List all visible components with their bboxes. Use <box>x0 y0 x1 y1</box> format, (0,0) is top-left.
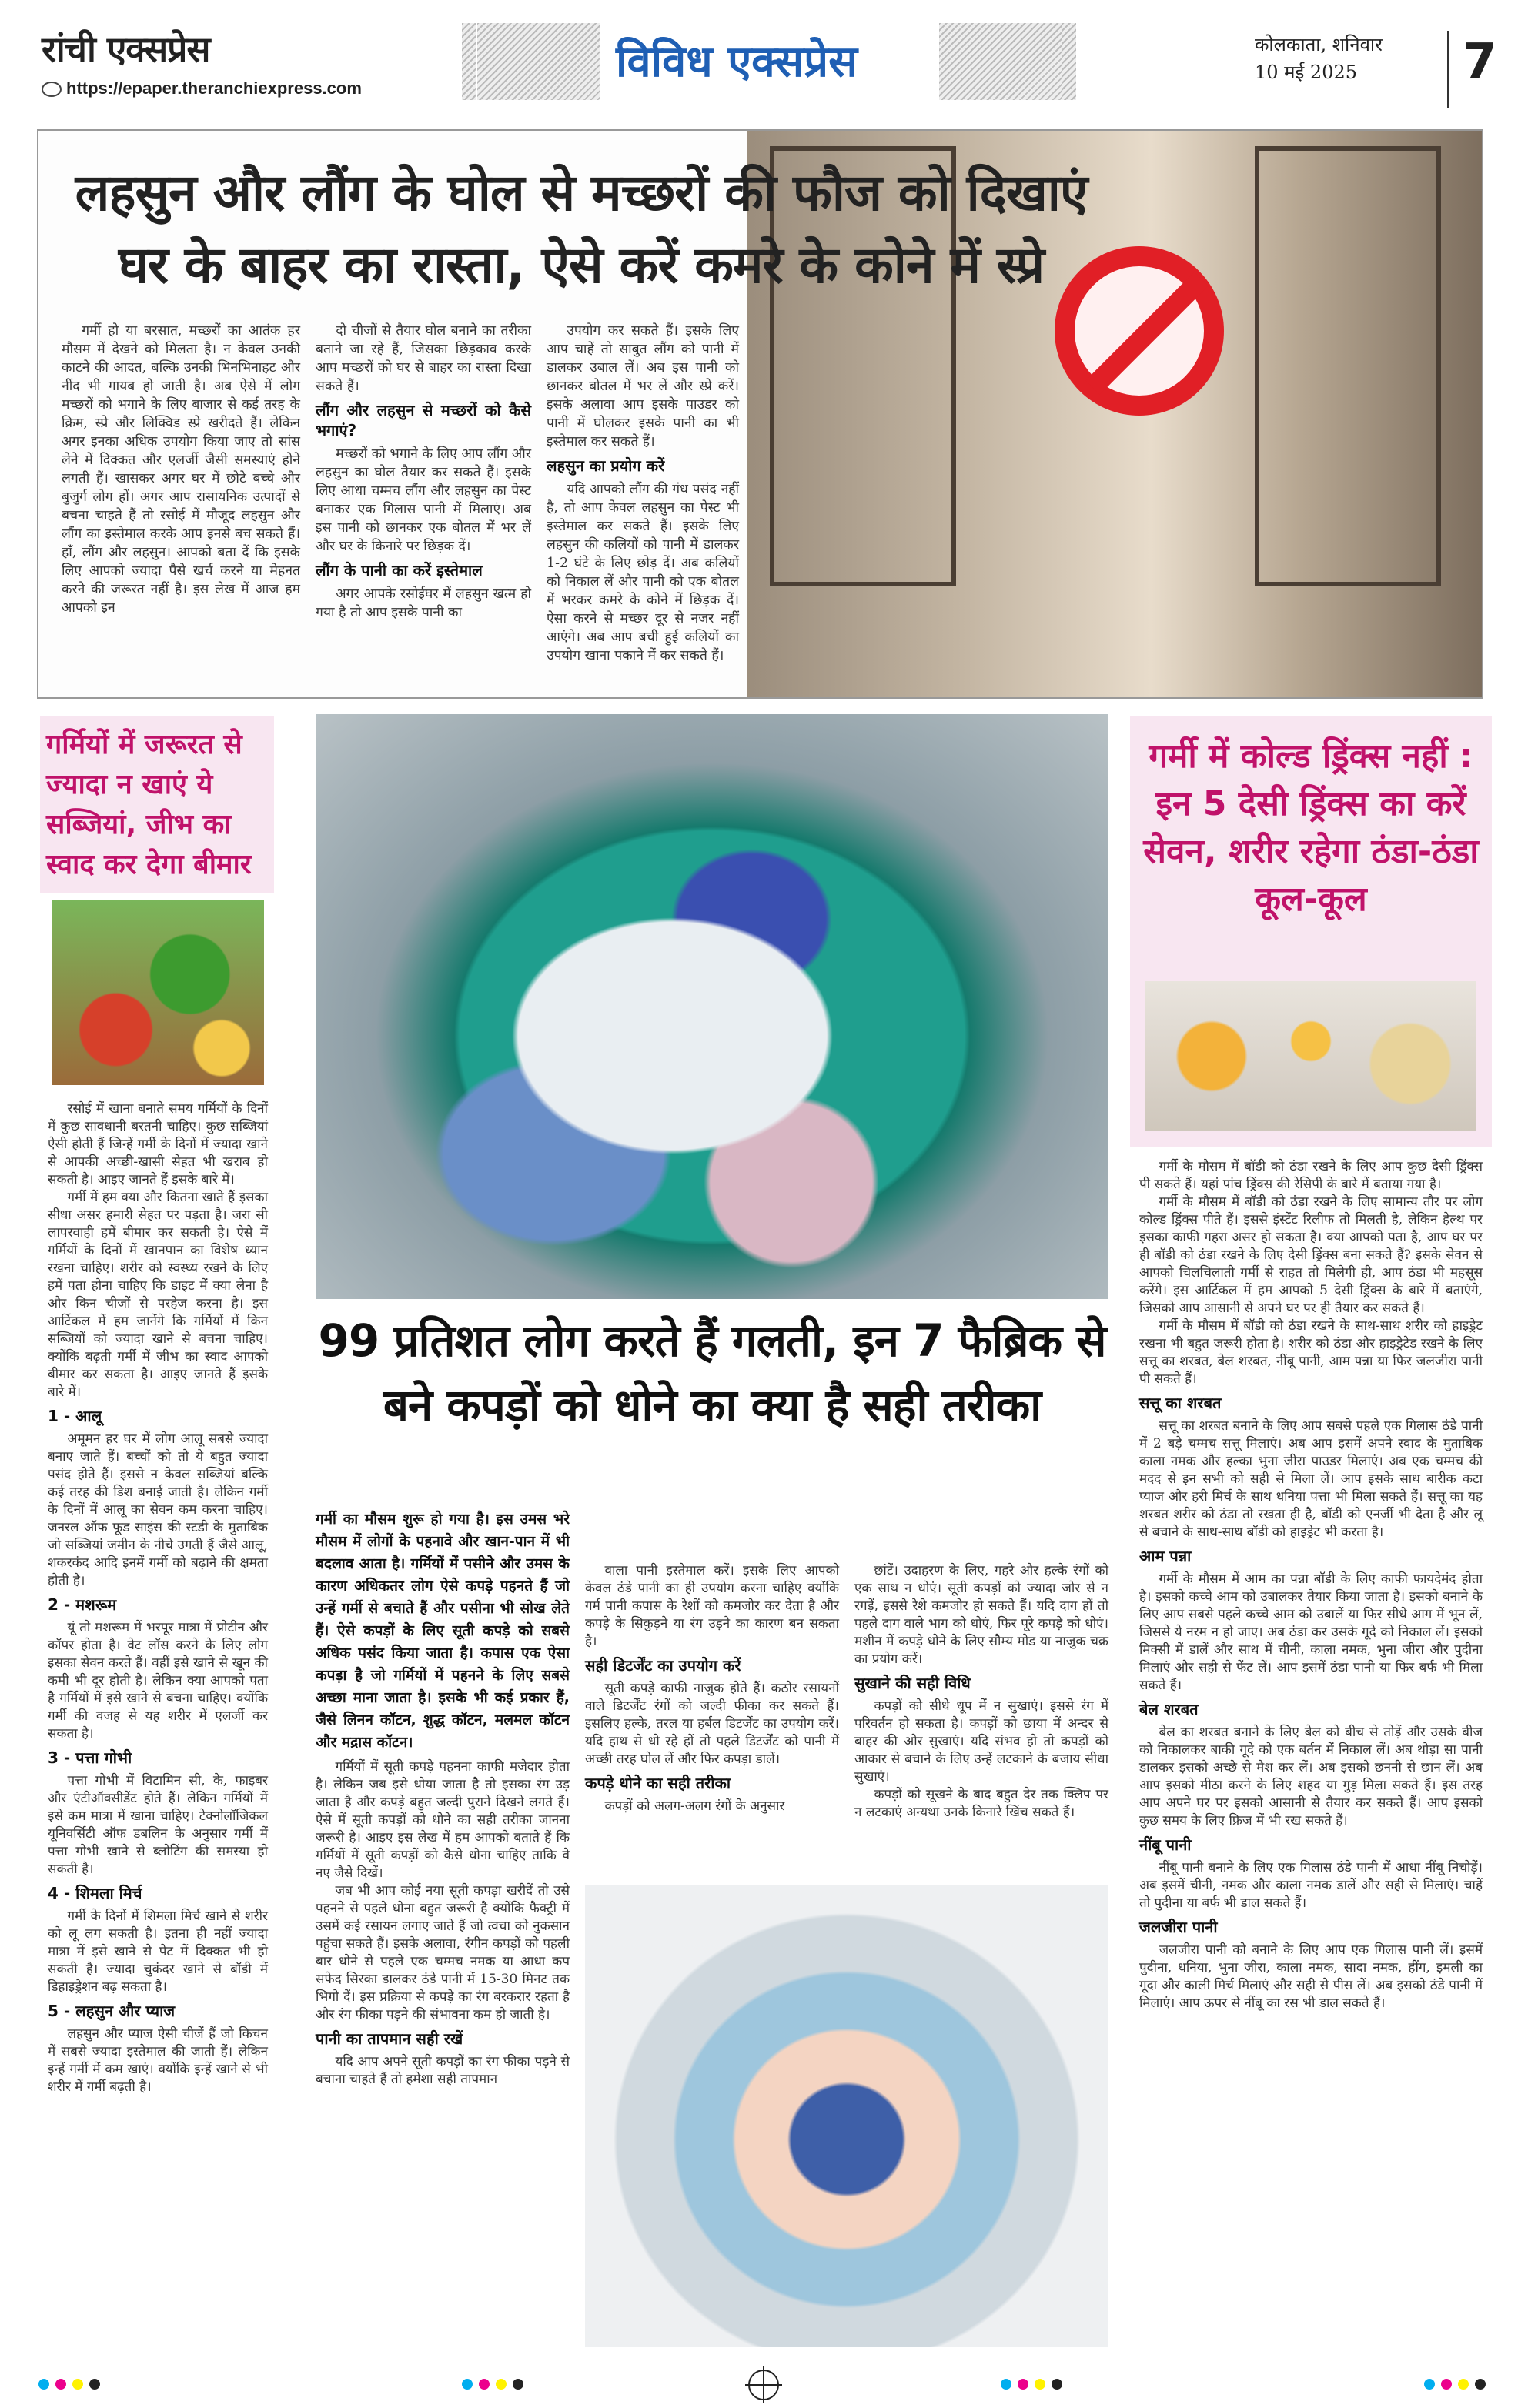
black-dot <box>513 2379 523 2390</box>
mid-col3-subhead: सुखाने की सही विधि <box>854 1674 971 1692</box>
mid-col1-subhead: पानी का तापमान सही रखें <box>316 2029 463 2048</box>
left-intro: रसोई में खाना बनाते समय गर्मियों के दिनों में कुछ सावधानी बरतनी चाहिए। कुछ सब्जियां ऐसी होती हैं जिन्हें गर्मी के दिनों में ज्यादा खाने से आपकी अच्छी-खासी सेहत भी खराब हो सकती है। आइए जानते हैं इसके बारे में। <box>48 1101 268 1187</box>
black-dot <box>89 2379 100 2390</box>
hand-washing-bowl-photo <box>585 1885 1108 2347</box>
right-story-header-panel <box>1130 716 1492 1147</box>
desi-drinks-photo <box>1145 981 1476 1131</box>
mid-col2-subhead-2: कपड़े धोने का सही तरीका <box>585 1774 731 1792</box>
mid-col3-text-2: कपड़ों को सीधे धूप में न सुखाएं। इससे रंग में परिवर्तन हो सकता है। कपड़ों को छाया में अन्दर से बाहर की ओर सुखाएं। यदि संभव हो तो कपड़ों को आकार से बचाने के लिए उन्हें लटकाने के बजाय सीधा सुखाएं। <box>854 1698 1108 1785</box>
mid-intro-bold: गर्मी का मौसम शुरू हो गया है। इस उमस भरे मौसम में लोगों के पहनावे और खान-पान में भी बदलाव आता है। गर्मियों में पसीने और उमस के कारण अधिकतर लोग ऐसे कपड़े पहनते हैं जो उन्हें गर्मी से बचाते हैं और पसीना भी सोख लेते हैं। ऐसे कपड़ों के लिए सूती कपड़े को सबसे अधिक पसंद किया जाता है। कपास एक ऐसा कपड़ा है जो गर्मियों में पहनने के लिए सबसे अच्छा माना जाता है। इसके भी कई प्रकार हैं, जैसे लिनन कॉटन, शुद्ध कॉटन, मलमल कॉटन और मद्रास कॉटन। <box>316 1511 570 1751</box>
right-para-3: गर्मी के मौसम में बॉडी को ठंडा रखने के साथ-साथ शरीर को हाइड्रेट रखना भी बहुत जरूरी होता है। शरीर को ठंडा और हाइड्रेटेड रखने के लिए सत्तू का शरबत, बेल शरबत, नींबू पानी, आम पन्ना या फिर जलजीरा पानी पी सकते हैं। <box>1139 1318 1483 1387</box>
top-story-col-1 <box>62 322 300 617</box>
laundry-bucket-photo <box>316 714 1108 1299</box>
left-subhead-1: 1 - आलू <box>48 1407 102 1425</box>
top-headline-line2: घर के बाहर का रास्ता, ऐसे करें कमरे के कोने में स्प्रे <box>118 235 1045 295</box>
left-story <box>40 716 274 2351</box>
cyan-dot <box>38 2379 49 2390</box>
top-headline-line1: लहसुन और लौंग के घोल से मच्छरों की फौज को दिखाएं <box>75 163 1088 222</box>
dateline-city-day: कोलकाता, शनिवार <box>1255 34 1383 55</box>
right-subhead-3: बेल शरबत <box>1139 1700 1199 1718</box>
right-subhead-5: जलजीरा पानी <box>1139 1918 1218 1936</box>
window-pane <box>1255 146 1441 586</box>
top-col2-text-3: अगर आपके रसोईघर में लहसुन खत्म हो गया है तो आप इसके पानी का <box>316 586 531 620</box>
cyan-dot <box>462 2379 473 2390</box>
right-story <box>1130 716 1492 2351</box>
magenta-dot <box>1441 2379 1452 2390</box>
left-text-1: अमूमन हर घर में लोग आलू सबसे ज्यादा बनाए जाते हैं। बच्चों को तो ये बहुत ज्यादा पसंद होते हैं। इससे न केवल सब्जियां बल्कि कई तरह की डिश बनाई जाती है। लेकिन गर्मी के दिनों में आलू का सेवन कम करना चाहिए। जनरल ऑफ फूड साइंस की स्टडी के मुताबिक जो सब्जियां जमीन के नीचे उगती हैं जैसे आलू, शकरकंद आदि इनमें गर्मी को बढ़ाने की क्षमता होती है। <box>48 1431 268 1588</box>
right-bracket-ornament <box>1062 23 1076 100</box>
mid-col3-text-3: कपड़ों को सूखने के बाद बहुत देर तक क्लिप पर न लटकाएं अन्यथा उनके किनारे खिंच सकते हैं। <box>854 1787 1108 1820</box>
top-col2-subhead-1: लौंग और लहसुन से मच्छरों को कैसे भगाएं? <box>316 401 531 439</box>
cyan-dot <box>1001 2379 1011 2390</box>
right-story-headline: गर्मी में कोल्ड ड्रिंक्स नहीं : इन 5 देसी ड्रिंक्स का करें सेवन, शरीर रहेगा ठंडा-ठंडा कूल-कूल <box>1143 736 1479 919</box>
mid-story-col-3 <box>854 1562 1108 1822</box>
left-story-header-panel <box>40 716 274 893</box>
right-subhead-4: नींबू पानी <box>1139 1835 1192 1854</box>
yellow-dot <box>72 2379 83 2390</box>
top-story-col-3 <box>547 322 739 665</box>
left-bracket-ornament <box>462 23 476 100</box>
left-text-5: लहसुन और प्याज ऐसी चीजें हैं जो किचन में सबसे ज्यादा इस्तेमाल की जाती हैं। लेकिन इन्हें गर्मी में कम खाएं। क्योंकि इन्हें खाने से भी शरीर में गर्मी बढ़ती है। <box>48 2026 268 2095</box>
right-text-3: बेल का शरबत बनाने के लिए बेल को बीच से तोड़ें और उसके बीज को निकालकर बाकी गूदे को एक बर्तन में निकाल लें। अब थोड़ा सा पानी डालकर इसको अच्छे से मैश कर लें। अब इसको छननी से छान लें। अब आप इसको मीठा करने के लिए शहद या गुड़ मिला सकते हैं। इस तरह आप अपने घर पर इसको आसानी से तैयार कर सकते हैं। आप इसको कुछ समय के लिए फ्रिज में भी रख सकते हैं। <box>1139 1725 1483 1829</box>
mid-col1-text-2: जब भी आप कोई नया सूती कपड़ा खरीदें तो उसे पहनने से पहले धोना बहुत जरूरी है क्योंकि फैक्ट्री में उसमें कई रसायन लगाए जाते हैं जो त्वचा को नुकसान पहुंचा सकते हैं। इसके अलावा, रंगीन कपड़ों को पहली बार धोने से पहले एक चम्मच नमक या आधा कप सफेद सिरका डालकर ठंडे पानी में 15-30 मिनट तक भिगो दें। इस प्रक्रिया से कपड़े का रंग बरकरार रहता है और रंग फीका पड़ने की संभावना कम हो जाती है। <box>316 1883 570 2022</box>
left-text-3: पत्ता गोभी में विटामिन सी, के, फाइबर और एंटीऑक्सीडेंट होते हैं। लेकिन गर्मियों में इसे कम मात्रा में खाना चाहिए। टेक्नोलॉजिकल यूनिवर्सिटी ऑफ डबलिन के अनुसार गर्मी में पत्ता गोभी खाने से ब्लोटिंग की समस्या हो सकती है। <box>48 1773 268 1877</box>
dateline <box>1255 31 1383 86</box>
left-story-headline: गर्मियों में जरूरत से ज्यादा न खाएं ये सब्जियां, जीभ का स्वाद कर देगा बीमार <box>46 729 252 880</box>
top-col1-text: गर्मी हो या बरसात, मच्छरों का आतंक हर मौसम में देखने को मिलता है। न केवल उनकी काटने की आदत, बल्कि उनकी भिनभिनाहट और नींद भी गायब हो जाती है। अब ऐसे में लोग मच्छरों को भगाने के लिए बाजार से कई तरह के क्रिम, स्प्रे और लिक्विड स्प्रे खरीदते हैं। लेकिन अगर इनका अधिक उपयोग किया जाए तो सांस लेने में दिक्कत और एलर्जी जैसी समस्याएं होने लगती हैं। खासकर अगर घर में छोटे बच्चे और बुजुर्ग लोग हों। अगर आप रासायनिक उत्पादों से बचना चाहते हैं तो रसोई में मौजूद लहसुन और लौंग का इस्तेमाल करके आप इनसे बच सकते हैं। हाँ, लौंग और लहसुन। आपको बता दें कि इसके लिए आपको ज्यादा पैसे खर्च करने या मेहनत करने की जरूरत नहीं है। इस लेख में आज हम आपको इन <box>62 323 300 616</box>
mid-story-col-2 <box>585 1562 839 1815</box>
magenta-dot <box>1018 2379 1028 2390</box>
mid-col2-text-3: कपड़ों को अलग-अलग रंगों के अनुसार <box>604 1798 785 1814</box>
right-hatch-ornament <box>939 23 1062 100</box>
dateline-date: 10 मई 2025 <box>1255 62 1358 83</box>
magenta-dot <box>479 2379 490 2390</box>
cyan-dot <box>1424 2379 1435 2390</box>
top-col2-subhead-2: लौंग के पानी का करें इस्तेमाल <box>316 561 483 579</box>
mid-col1-text: गर्मियों में सूती कपड़े पहनना काफी मजेदार होता है। लेकिन जब इसे धोया जाता है तो इसका रंग उड़ जाता है और कपड़े बहुत जल्दी पुराने दिखने लगते हैं। ऐसे में सूती कपड़ों को धोने का सही तरीका जानना जरूरी है। आइए इस लेख में हम आपको बताते हैं कि गर्मियों में सूती कपड़ों को कैसे धोना चाहिए ताकि वे नए जैसे दिखें। <box>316 1759 570 1881</box>
newspaper-logo: रांची एक्सप्रेस <box>42 28 210 70</box>
page-number: 7 <box>1463 34 1497 91</box>
epaper-url-text: https://epaper.theranchiexpress.com <box>66 78 362 98</box>
mid-col1-text-3: यदि आप अपने सूती कपड़ों का रंग फीका पड़ने से बचाना चाहते हैं तो हमेशा सही तापमान <box>316 2054 570 2087</box>
globe-icon <box>42 82 62 97</box>
left-para-2: गर्मी में हम क्या और कितना खाते हैं इसका सीधा असर हमारी सेहत पर पड़ता है। जरा सी लापरवाही हमें बीमार कर सकती है। ऐसे में गर्मियों के दिनों में खानपान का विशेष ध्यान रखना चाहिए। शरीर को स्वस्थ्य रखने के लिए हमें पता होना चाहिए कि डाइट में क्या लेना है और किन चीजों से परहेज करना है। इस आर्टिकल में हम जानेंगे कि गर्मियों में किन सब्जियों को ज्यादा खाने से बचना चाहिए। क्योंकि बढ़ती गर्मी में जीभ का स्वाद आपको बीमार कर सकता है। आइए जानते हैं इसके बारे में। <box>48 1190 268 1400</box>
yellow-dot <box>1035 2379 1045 2390</box>
mid-col2-text-2: सूती कपड़े काफी नाजुक होते हैं। कठोर रसायनों वाले डिटर्जेंट रंगों को जल्दी फीका कर सकते हैं। इसलिए हल्के, तरल या हर्बल डिटर्जेंट का उपयोग करें। यदि हाथ से धो रहे हों तो पहले डिटर्जेंट को पानी में अच्छी तरह घोल लें और फिर कपड़ा डालें। <box>585 1681 839 1767</box>
epaper-url[interactable] <box>42 78 362 99</box>
masthead <box>31 15 1497 108</box>
black-dot <box>1052 2379 1062 2390</box>
left-text-2: यूं तो मशरूम में भरपूर मात्रा में प्रोटीन और कॉपर होता है। वेट लॉस करने के लिए लोग इसका सेवन करते हैं। वहीं इसे खाने से खून की कमी भी दूर होती है। लेकिन क्या आपको पता है गर्मियों में इसे खाने से बचना चाहिए। क्योंकि गर्मी की वजह से यह शरीर में एलर्जी कर सकता है। <box>48 1620 268 1742</box>
right-text-2: गर्मी के मौसम में आम का पन्ना बॉडी के लिए काफी फायदेमंद होता है। इसको कच्चे आम को उबालकर तैयार किया जाता है। इसको बनाने के लिए आप सबसे पहले कच्चे आम को उबालें या फिर सीधे आग में भून लें, जिससे ये नरम न हो जाए। अब ठंडा कर उसके गूदे को निकाल लें। इसको मिक्सी में डालें और साथ में चीनी, काला नमक, भुना जीरा और पुदीना मिलाएं और सही से फेंट लें। आप इसमें ठंडा पानी या फिर बर्फ भी मिला सकते हैं। <box>1139 1571 1483 1693</box>
left-subhead-5: 5 - लहसुन और प्याज <box>48 2002 176 2020</box>
right-subhead-2: आम पन्ना <box>1139 1547 1192 1565</box>
magenta-dot <box>55 2379 66 2390</box>
registration-mark-icon <box>748 2370 779 2400</box>
mid-story-headline: 99 प्रतिशत लोग करते हैं गलती, इन 7 फैब्रिक से बने कपड़ों को धोने का क्या है सही तरीका <box>318 1314 1106 1431</box>
left-text-4: गर्मी के दिनों में शिमला मिर्च खाने से शरीर को लू लग सकती है। इतना ही नहीं ज्यादा मात्रा में इसे खाने से पेट में दिक्कत भी हो सकती है। ज्यादा चुकंदर खाने से बॉडी में डिहाइड्रेशन बढ़ सकता है। <box>48 1909 268 1995</box>
right-intro: गर्मी के मौसम में बॉडी को ठंडा रखने के लिए आप कुछ देसी ड्रिंक्स पी सकते हैं। यहां पांच ड्रिंक्स की रेसिपी के बारे में बताया गया है। <box>1139 1159 1483 1192</box>
page-number-divider <box>1447 31 1449 108</box>
right-text-4: नींबू पानी बनाने के लिए एक गिलास ठंडे पानी में आधा नींबू निचोड़ें। अब इसमें चीनी, नमक और काला नमक डालें और सही से मिलाएं। चाहें तो पुदीना या बर्फ भी डाल सकते हैं। <box>1139 1860 1483 1911</box>
top-story <box>37 129 1483 699</box>
left-subhead-2: 2 - मशरूम <box>48 1595 117 1614</box>
top-col3-text-2: यदि आपको लौंग की गंध पसंद नहीं है, तो आप केवल लहसुन का पेस्ट भी इस्तेमाल कर सकते हैं। इसके लिए लहसुन की कलियों को पानी में डालकर 1-2 घंटे के लिए छोड़ दें। अब कलियों को निकाल लें और पानी को एक बोतल में भरकर कमरे के कोने में छिड़क दें। ऐसा करने से मच्छर दूर से नजर नहीं आएंगे। अब आप बची हुई कलियों का उपयोग खाना पकाने में कर सकते हैं। <box>547 482 739 663</box>
yellow-dot <box>1458 2379 1469 2390</box>
section-title: विविध एक्सप्रेस <box>616 37 858 87</box>
left-subhead-3: 3 - पत्ता गोभी <box>48 1748 132 1767</box>
top-col2-text: दो चीजों से तैयार घोल बनाने का तरीका बताने जा रहे हैं, जिसका छिड़काव करके आप मच्छरों को घर से बाहर का रास्ता दिखा सकते हैं। <box>316 323 531 394</box>
black-dot <box>1475 2379 1486 2390</box>
top-col3-text: उपयोग कर सकते हैं। इसके लिए आप चाहें तो साबुत लौंग को पानी में डालकर उबाल लें। अब इस पानी को छानकर बोतल में भर लें और स्प्रे करें। इसके अलावा आप इसके पाउडर को पानी में घोलकर इसके पानी का भी इस्तेमाल कर सकते हैं। <box>547 323 739 449</box>
right-text-1: सत्तू का शरबत बनाने के लिए आप सबसे पहले एक गिलास ठंडे पानी में 2 बड़े चम्मच सत्तू मिलाएं। अब आप इसमें अपने स्वाद के मुताबिक काला नमक और हल्का भुना जीरा पाउडर मिलाएं। अब एक चम्मच की मदद से इन सभी को सही से मिला लें। आप इसके साथ बारीक कटा प्याज और हरी मिर्च के साथ धनिया पत्ता भी मिला सकते हैं। सत्तू का यह शरबत शरीर को ठंडा तो रखता ही है, बॉडी को एनर्जी भी देता है और लू से बचाने के साथ-साथ बॉडी को हाइड्रेट भी करता है। <box>1139 1418 1483 1540</box>
right-subhead-1: सत्तू का शरबत <box>1139 1394 1222 1412</box>
mid-col2-text: वाला पानी इस्तेमाल करें। इसके लिए आपको केवल ठंडे पानी का ही उपयोग करना चाहिए क्योंकि गर्म पानी कपास के रेशों को कमजोर कर देता है और कपड़े के सिकुड़ने या रंग उड़ने का कारण बन सकता है। <box>585 1563 839 1649</box>
mid-story-col-1 <box>316 1508 570 2089</box>
left-hatch-ornament <box>477 23 600 100</box>
right-para-2: गर्मी के मौसम में बॉडी को ठंडा रखने के लिए सामान्य तौर पर लोग कोल्ड ड्रिंक्स पीते हैं। इससे इंस्टेंट रिलीफ तो मिलती है, लेकिन हेल्थ पर इसका काफी गहरा असर हो सकता है। क्या आपको पता है, आप घर पर ही बॉडी को ठंडा रखने के लिए देसी ड्रिंक्स बना सकते हैं? इसके सेवन से आपको चिलचिलाती गर्मी से राहत तो मिलेगी ही, आप ठंडा भी महसूस करेंगे। इस आर्टिकल में हम आपको 5 देसी ड्रिंक्स के बारे में बताएंगे, जिसको आप आसानी से अपने घर पर ही तैयार कर सकते हैं। <box>1139 1194 1483 1316</box>
left-story-body <box>48 1100 268 2096</box>
print-registration-footer <box>0 2366 1528 2408</box>
top-col2-text-2: मच्छरों को भगाने के लिए आप लौंग और लहसुन का घोल तैयार कर सकते हैं। इसके लिए आधा चम्मच लौंग और लहसुन का पेस्ट बनाकर एक गिलास पानी में मिलाएं। अब इस पानी को छानकर एक बोतल में भर लें और घर के किनारे पर छिड़क दें। <box>316 446 531 554</box>
vegetables-photo <box>52 900 264 1085</box>
mid-col3-text: छांटें। उदाहरण के लिए, गहरे और हल्के रंगों को एक साथ न धोएं। सूती कपड़ों को ज्यादा जोर से न रगड़ें, इससे रेशे कमजोर हो सकते हैं। यदि दाग हों तो पहले दाग वाले भाग को धोएं, फिर पूरे कपड़े को धोएं। मशीन में कपड़े धोने के लिए सौम्य मोड या नाजुक चक्र का प्रयोग करें। <box>854 1563 1108 1667</box>
top-story-col-2 <box>316 322 531 622</box>
top-story-headline <box>69 157 1093 302</box>
mid-col2-subhead-1: सही डिटर्जेंट का उपयोग करें <box>585 1656 741 1675</box>
top-col3-subhead: लहसुन का प्रयोग करें <box>547 456 665 475</box>
right-text-5: जलजीरा पानी को बनाने के लिए आप एक गिलास पानी लें। इसमें पुदीना, धनिया, भुना जीरा, काला नमक, सादा नमक, हींग, इमली का गूदा और काली मिर्च मिलाएं और सही से पीस लें। अब इसको ठंडे पानी में मिलाएं। आप ऊपर से नींबू का रस भी डाल सकते हैं। <box>1139 1942 1483 2011</box>
right-story-body <box>1139 1158 1483 2012</box>
yellow-dot <box>496 2379 507 2390</box>
left-subhead-4: 4 - शिमला मिर्च <box>48 1884 142 1902</box>
